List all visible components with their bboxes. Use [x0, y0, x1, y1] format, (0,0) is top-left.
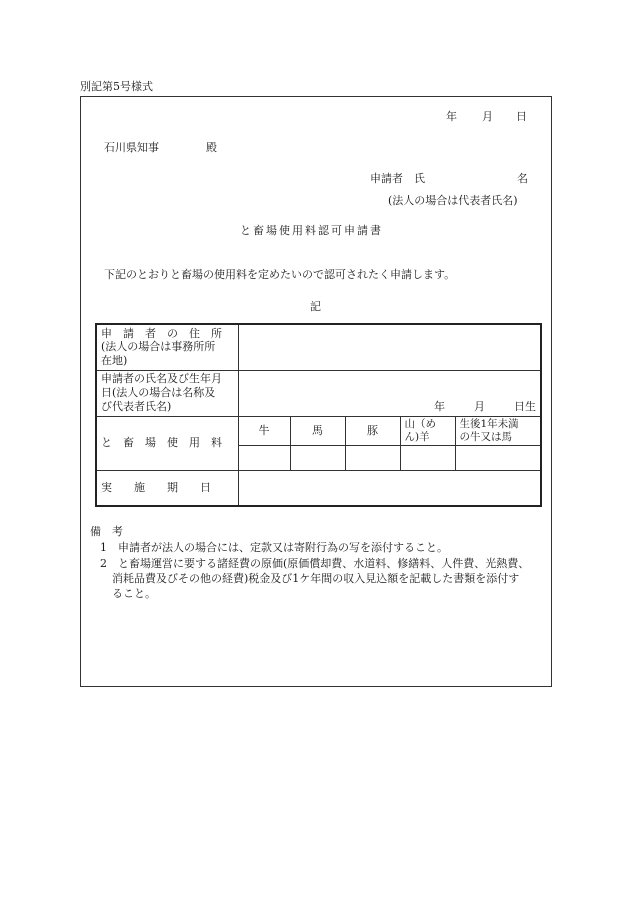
addressee-name: 石川県知事: [104, 141, 159, 154]
applicant-label: 申請者 氏: [370, 172, 425, 185]
fee-goat-field[interactable]: [400, 445, 455, 470]
period-label: 実 施 期 日: [101, 481, 211, 495]
fee-pig-field[interactable]: [345, 445, 400, 470]
animal-young: 生後1年未満 の牛又は馬: [455, 416, 541, 445]
fee-label-cell: [96, 416, 238, 470]
fee-cattle-field[interactable]: [238, 445, 290, 470]
date-day: 日: [516, 110, 527, 123]
address-field[interactable]: [238, 324, 541, 370]
period-label-cell: [96, 470, 238, 506]
application-table: [95, 323, 542, 507]
date-year: 年: [446, 110, 457, 123]
period-row: [96, 470, 541, 506]
birth-year: 年: [434, 399, 446, 413]
name-label-cell: [96, 370, 238, 416]
note-item-2-line1: 2 と畜場運営に要する諸経費の原価(原価償却費、水道料、修繕料、人件費、光熱費、: [100, 557, 530, 570]
address-row: [96, 324, 541, 370]
animal-horse: 馬: [290, 416, 345, 445]
document-title: と畜場使用料認可申請書: [240, 224, 383, 237]
period-field[interactable]: [238, 470, 541, 506]
name-label-line1: 申請者の氏名及び生年月: [101, 372, 222, 386]
applicant-name-suffix: 名: [517, 172, 528, 185]
form-number: 別記第5号様式: [80, 80, 153, 93]
name-label-line2: 日(法人の場合は名称及: [101, 386, 216, 400]
birth-month: 月: [474, 399, 486, 413]
address-label-line2: (法人の場合は事務所所: [101, 340, 216, 354]
name-row: [96, 370, 541, 416]
address-label-cell: [96, 324, 238, 370]
fee-young-field[interactable]: [455, 445, 541, 470]
fee-label: と 畜 場 使 用 料: [101, 436, 222, 450]
fee-horse-field[interactable]: [290, 445, 345, 470]
applicant-note: (法人の場合は代表者氏名): [388, 194, 518, 207]
animal-pig: 豚: [345, 416, 400, 445]
address-label-line1: 申 請 者 の 住 所: [101, 326, 222, 340]
address-label-line3: 在地): [101, 354, 128, 368]
name-label-line3: び代表者氏名): [101, 399, 172, 413]
name-field[interactable]: [238, 370, 541, 416]
animal-goat-sheep: 山（め ん)羊: [400, 416, 455, 445]
note-item-2-line3: ること。: [112, 587, 156, 600]
note-item-1: 1 申請者が法人の場合には、定款又は寄附行為の写を添付すること。: [100, 541, 448, 554]
ki-label: 記: [310, 300, 321, 313]
fee-header-row: [96, 416, 541, 445]
body-text: 下記のとおりと畜場の使用料を定めたいので認可されたく申請します。: [104, 268, 456, 281]
addressee-honorific: 殿: [206, 141, 217, 154]
animal-cattle: 牛: [238, 416, 290, 445]
notes-heading: 備 考: [90, 525, 123, 538]
birth-day: 日生: [514, 399, 537, 413]
note-item-2-line2: 消耗品費及びその他の経費)税金及び1ケ年間の収入見込額を記載した書類を添付す: [112, 572, 520, 585]
date-month: 月: [482, 110, 493, 123]
